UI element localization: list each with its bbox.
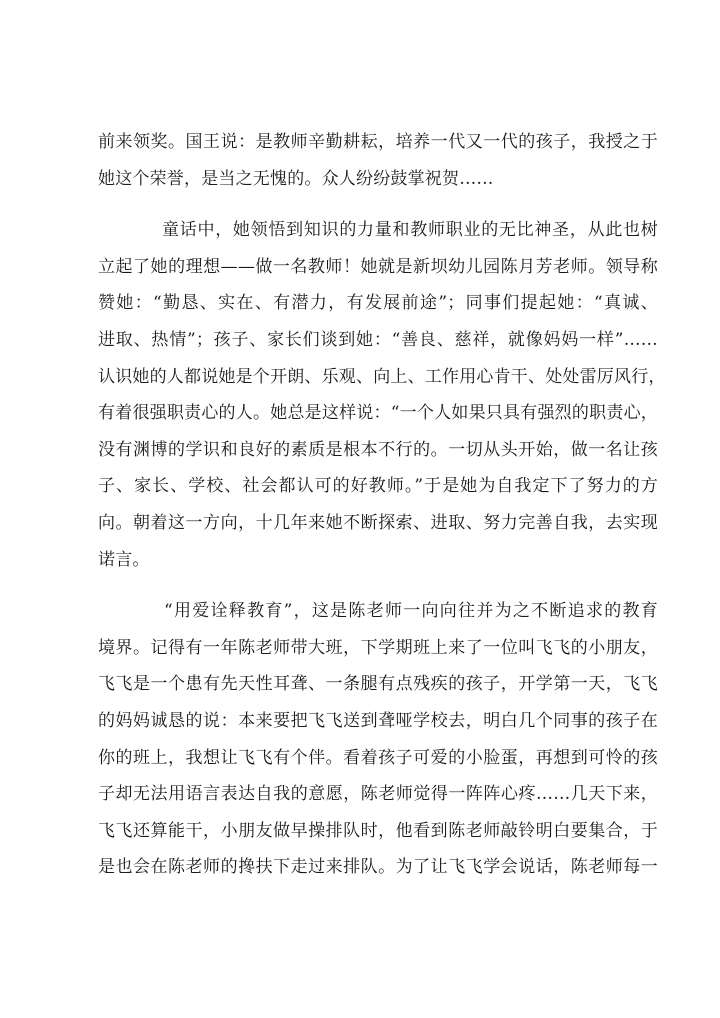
paragraph-2 [98, 212, 666, 578]
text-line: 立起了她的理想——做一名教师！她就是新坝幼儿园陈月芳老师。领导称 [98, 256, 658, 277]
text-line: 进取、热情”；孩子、家长们谈到她：“善良、慈祥，就像妈妈一样”…… [98, 329, 658, 350]
text-line: 飞飞是一个患有先天性耳聋、一条腿有点残疾的孩子，开学第一天，飞飞 [98, 674, 658, 695]
paragraph-1 [98, 124, 658, 197]
body-text [98, 124, 666, 901]
text-line: 她这个荣誉，是当之无愧的。众人纷纷鼓掌祝贺…… [98, 168, 494, 189]
text-line: 你的班上，我想让飞飞有个伴。看着孩子可爱的小脸蛋，再想到可怜的孩 [98, 747, 658, 768]
text-line: 是也会在陈老师的搀扶下走过来排队。为了让飞飞学会说话，陈老师每一 [98, 857, 658, 878]
text-line: 向。朝着这一方向，十几年来她不断探索、进取、努力完善自我，去实现 [98, 512, 658, 533]
text-line: 境界。记得有一年陈老师带大班，下学期班上来了一位叫飞飞的小朋友， [98, 637, 658, 658]
text-line: 子却无法用语言表达自我的意愿，陈老师觉得一阵阵心疼……几天下来， [98, 784, 658, 805]
text-line: 认识她的人都说她是个开朗、乐观、向上、工作用心肯干、处处雷厉风行， [98, 366, 666, 387]
text-line: 的妈妈诚恳的说：本来要把飞飞送到聋哑学校去，明白几个同事的孩子在 [98, 710, 658, 731]
text-line: 有着很强职责心的人。她总是这样说：“一个人如果只具有强烈的职责心， [98, 403, 658, 424]
text-line: 没有渊博的学识和良好的素质是根本不行的。一切从头开始，做一名让孩 [98, 439, 658, 460]
text-line: 前来领奖。国王说：是教师辛勤耕耘，培养一代又一代的孩子，我授之于 [98, 132, 658, 152]
text-line: 赞她：“勤恳、实在、有潜力，有发展前途”；同事们提起她：“真诚、 [98, 293, 658, 314]
text-line: “用爱诠释教育”，这是陈老师一向向往并为之不断追求的教育 [164, 601, 658, 622]
text-line: 童话中，她领悟到知识的力量和教师职业的无比神圣，从此也树 [162, 220, 658, 241]
text-line: 飞飞还算能干，小朋友做早操排队时，他看到陈老师敲铃明白要集合，于 [98, 820, 658, 841]
text-line: 子、家长、学校、社会都认可的好教师。”于是她为自我定下了努力的方 [98, 476, 658, 497]
paragraph-3 [98, 593, 658, 886]
text-line: 诺言。 [98, 549, 150, 570]
